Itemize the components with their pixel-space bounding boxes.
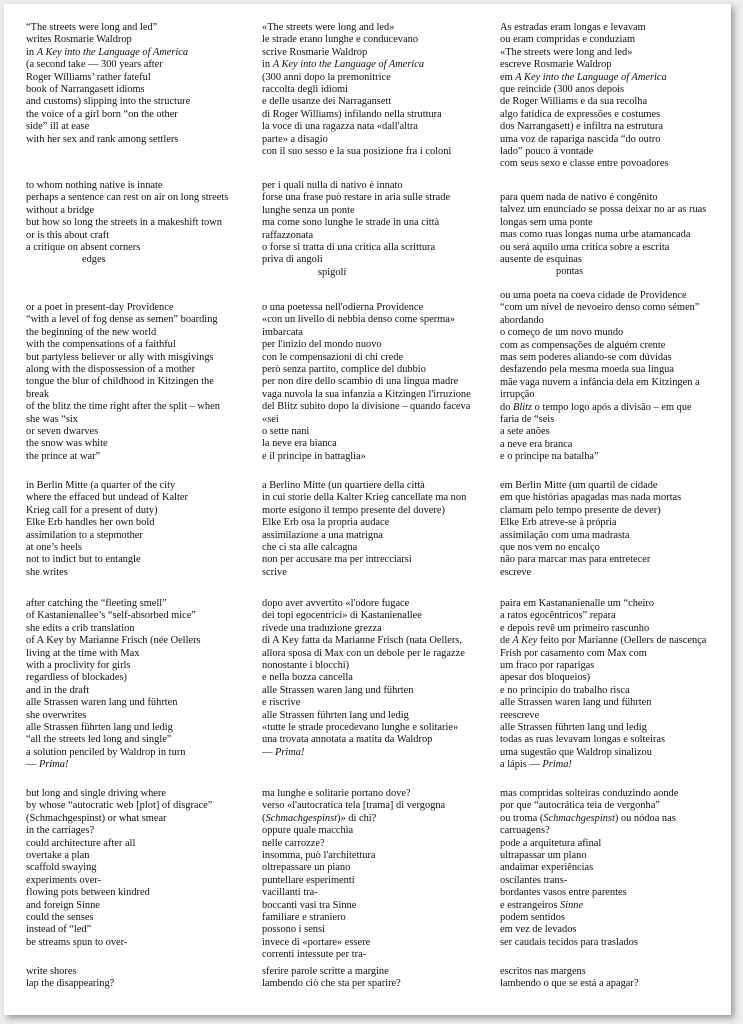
poem-line: “com um nível de nevoeiro denso como sémen” bbox=[500, 302, 700, 314]
poem-line: — Prima! bbox=[26, 759, 69, 771]
poem-line: raccolta degli idiomi bbox=[262, 84, 348, 96]
poem-line: pontas bbox=[556, 266, 584, 278]
poem-line: “all the streets led long and single” bbox=[26, 734, 172, 746]
poem-line: di Roger Williams) infilando nella struttura bbox=[262, 108, 442, 120]
poem-line: la voce di una ragazza nata «dall'altra bbox=[262, 121, 418, 133]
poem-line: she writes bbox=[26, 566, 68, 578]
poem-line: podem sentidos bbox=[500, 912, 565, 924]
poem-line: carruagens? bbox=[500, 825, 550, 837]
poem-line: o começo de um novo mundo bbox=[500, 327, 624, 339]
poem-line: che ci sta alle calcagna bbox=[262, 542, 358, 554]
poem-line: the snow was white bbox=[26, 438, 108, 450]
poem-line: ou troma (Schmachgespinst) ou nódoa nas bbox=[500, 812, 676, 824]
poem-line: do Blitz o tempo logo após a divisão – em que bbox=[500, 401, 692, 413]
poem-line: perhaps a sentence can rest on air on long streets bbox=[26, 192, 229, 204]
stanza bbox=[262, 480, 492, 579]
poem-line: talvez um enunciado se possa deixar no ar as ruas bbox=[500, 204, 707, 216]
poem-line: e delle usanze dei Narragansett bbox=[262, 96, 392, 108]
stanza bbox=[500, 480, 728, 579]
poem-line: after catching the “fleeting smell” bbox=[26, 598, 167, 609]
poem-line: oltrepassare un piano bbox=[262, 862, 351, 874]
poem-line: puntellare esperimenti bbox=[262, 874, 355, 886]
poem-line: escritos nas margens bbox=[500, 966, 586, 977]
poem-line: uma voz de rapariga nascida “do outro bbox=[500, 133, 661, 145]
poem-line: oscilantes trans- bbox=[500, 874, 568, 886]
poem-line: but long and single driving where bbox=[26, 788, 166, 799]
poem-line: «sei bbox=[262, 413, 279, 425]
poem-line: spigoli bbox=[318, 266, 347, 278]
poem-line: regardless of blockades) bbox=[26, 672, 127, 684]
poem-line: As estradas eram longas e levavam bbox=[500, 22, 646, 33]
poem-line: by whose “autocratic web [plot] of disgrace” bbox=[26, 800, 213, 812]
poem-line: alle Strassen waren lang und führten bbox=[26, 697, 178, 709]
poem-line: com seus sexo e classe entre povoadores bbox=[500, 158, 669, 170]
stanza bbox=[262, 598, 492, 759]
poem-line: scrive Rosmarie Waldrop bbox=[262, 46, 368, 58]
poem-line: e nella bozza cancella bbox=[262, 672, 353, 684]
poem-line: Frish por casamento com Max com bbox=[500, 647, 647, 659]
poem-line: dopo aver avvertito «l'odore fugace bbox=[262, 598, 410, 609]
poem-line: (a second take — 300 years after bbox=[26, 59, 163, 71]
poem-line: lambendo o que se está a apagar? bbox=[500, 978, 639, 990]
poem-line: the beginning of the new world bbox=[26, 326, 157, 338]
poem-line: the voice of a girl born “on the other bbox=[26, 108, 178, 120]
poem-line: correnti intessute per tra- bbox=[262, 949, 367, 961]
poem-line: andaimar experiências bbox=[500, 862, 594, 874]
poem-line: or seven dwarves bbox=[26, 426, 99, 438]
poem-line: morte esigono il tempo presente del dovere) bbox=[262, 504, 445, 516]
poem-line: allora sposa di Max con un debole per le ragazze bbox=[262, 647, 465, 659]
poem-line: e o príncipe na batalha” bbox=[500, 451, 599, 463]
poem-line: di A Key fatta da Marianne Frisch (nata Oellers, bbox=[262, 635, 462, 647]
poem-line: e il principe in battaglia» bbox=[262, 450, 366, 462]
poem-line: flowing pots between kindred bbox=[26, 887, 150, 899]
poem-line: «The streets were long and led» bbox=[262, 22, 395, 33]
poem-line: writes Rosmarie Waldrop bbox=[26, 34, 132, 46]
poem-line: Elke Erb atreve-se à própria bbox=[500, 517, 617, 529]
poem-line: em A Key into the Language of America bbox=[500, 71, 667, 83]
poem-line: alle Strassen führten lang und ledig bbox=[262, 709, 409, 721]
poem-line: to whom nothing native is innate bbox=[26, 180, 163, 191]
poem-line: break bbox=[26, 388, 50, 400]
poem-line: the prince at war” bbox=[26, 450, 101, 462]
poem-line: abordando bbox=[500, 314, 544, 326]
poem-line: todas as ruas levavam longas e solteiras bbox=[500, 734, 666, 746]
poem-line: a neve era branca bbox=[500, 438, 573, 450]
poem-line: she edits a crib translation bbox=[26, 622, 135, 634]
poem-line: alle Strassen waren lang und führten bbox=[500, 697, 652, 709]
stanza bbox=[500, 598, 728, 772]
poem-line: de Roger Williams e da sua recolha bbox=[500, 96, 648, 108]
poem-line: e riscrive bbox=[262, 697, 301, 709]
poem-line: but how so long the streets in a makeshift town bbox=[26, 217, 222, 229]
poem-line: in A Key into the Language of America bbox=[262, 59, 425, 71]
poem-line: with the compensations of a faithful bbox=[26, 339, 176, 351]
poem-line: parte» a disagio bbox=[262, 133, 328, 145]
poem-line: scrive bbox=[262, 566, 287, 578]
poem-line: alle Strassen führten lang und ledig bbox=[500, 722, 647, 734]
poem-line: mas sem poderes aliando-se com dúvidas bbox=[500, 352, 672, 364]
poem-line: ausente de esquinas bbox=[500, 254, 582, 266]
poem-line: with her sex and rank among settlers bbox=[26, 133, 179, 145]
stanza bbox=[500, 290, 728, 464]
poem-line: sferire parole scritte a margine bbox=[262, 966, 389, 977]
poem-line: per i quali nulla di nativo è innato bbox=[262, 180, 403, 191]
poem-line: oppure quale macchia bbox=[262, 825, 354, 837]
poem-line: possono i sensi bbox=[262, 924, 325, 936]
poem-line: escreve bbox=[500, 566, 532, 578]
stanza bbox=[262, 180, 492, 279]
poem-line: mãe vaga nuvem a infância dela em Kitzingen a bbox=[500, 376, 700, 388]
document-page bbox=[4, 4, 731, 1015]
poem-line: una trovata annotata a matita da Waldrop bbox=[262, 734, 433, 746]
poem-line: of Kastanienallee’s “self-absorbed mice” bbox=[26, 610, 196, 622]
poem-line: along with the dispossession of a mother bbox=[26, 364, 196, 376]
stanza bbox=[26, 480, 254, 579]
poem-line: non per accusare ma per intrecciarsi bbox=[262, 554, 412, 566]
poem-line: para quem nada de nativo é congênito bbox=[500, 192, 658, 203]
poem-line: a ratos egocêntricos” repara bbox=[500, 610, 616, 622]
poem-line: at one’s heels bbox=[26, 542, 82, 554]
poem-line: in the carriages? bbox=[26, 825, 95, 837]
poem-line: tongue the blur of childhood in Kitzingen the bbox=[26, 376, 214, 388]
poem-line: and customs) slipping into the structure bbox=[26, 96, 191, 108]
stanza bbox=[500, 22, 728, 171]
poem-line: (300 anni dopo la premonitrice bbox=[262, 71, 391, 83]
poem-line: vacillanti tra- bbox=[262, 887, 318, 899]
poem-line: living at the time with Max bbox=[26, 647, 140, 659]
poem-line: que reincide (300 anos depois bbox=[500, 84, 625, 96]
poem-line: que nos vem no encalço bbox=[500, 542, 600, 554]
poem-line: invece di «portare» essere bbox=[262, 936, 371, 948]
stanza bbox=[26, 598, 254, 772]
poem-line: assimilation to a stepmother bbox=[26, 529, 143, 541]
poem-line: forse una frase può restare in aria sulle strade bbox=[262, 192, 451, 204]
poem-line: algo fatídica de expressões e costumes bbox=[500, 108, 661, 120]
poem-line: e no princípio do trabalho risca bbox=[500, 684, 630, 696]
poem-line: ma come sono lunghe le strade in una città bbox=[262, 217, 440, 229]
poem-line: of A Key by Marianne Frisch (née Oellers bbox=[26, 635, 201, 647]
poem-line: e depois revê um primeiro rascunho bbox=[500, 622, 650, 634]
stanza bbox=[262, 302, 492, 463]
poem-line: lado” pouco à vontade bbox=[500, 146, 594, 158]
stanza bbox=[500, 192, 728, 279]
stanza bbox=[262, 22, 492, 158]
poem-line: com as compensações de alguém crente bbox=[500, 339, 666, 351]
poem-line: alle Strassen führten lang und ledig bbox=[26, 722, 173, 734]
poem-line: a sete anões bbox=[500, 426, 550, 438]
stanza bbox=[262, 788, 492, 962]
poem-line: faria de “seis bbox=[500, 414, 555, 426]
poem-line: «The streets were long and led» bbox=[500, 46, 633, 58]
poem-line: ser caudais tecidos para traslados bbox=[500, 936, 638, 948]
poem-line: Roger Williams’ rather fateful bbox=[26, 71, 151, 83]
poem-line: a Berlino Mitte (un quartiere della città bbox=[262, 480, 425, 491]
poem-line: però senza partito, complice del dubbio bbox=[262, 364, 426, 376]
poem-line: nelle carrozze? bbox=[262, 837, 325, 849]
stanza bbox=[500, 966, 728, 991]
poem-line: de A Key feito por Marianne (Oellers de nascença bbox=[500, 635, 707, 647]
poem-line: verso «l'autocratica tela [trama] di vergogna bbox=[262, 800, 446, 812]
poem-line: del Blitz subito dopo la divisione – quando faceva bbox=[262, 401, 471, 413]
poem-line: pode a arquitetura afinal bbox=[500, 837, 602, 849]
stanza bbox=[26, 22, 254, 146]
poem-line: or a poet in present-day Providence bbox=[26, 302, 174, 313]
poem-line: — Prima! bbox=[262, 746, 305, 758]
poem-line: dos Narrangasett) e infiltra na estrutura bbox=[500, 121, 664, 133]
poem-line: «con un livello di nebbia denso come sperma» bbox=[262, 314, 456, 326]
poem-line: book of Narrangasett idioms bbox=[26, 84, 145, 96]
poem-line: in Berlin Mitte (a quarter of the city bbox=[26, 480, 176, 491]
poem-line: could the senses bbox=[26, 912, 94, 924]
poem-line: apesar dos bloqueios) bbox=[500, 672, 591, 684]
poem-line: la neve era bianca bbox=[262, 438, 337, 450]
poem-line: rivede una traduzione grezza bbox=[262, 622, 382, 634]
poem-line: le strade erano lunghe e conducevano bbox=[262, 34, 419, 46]
poem-line: alle Strassen waren lang und führten bbox=[262, 684, 414, 696]
poem-line: um fraco por raparigas bbox=[500, 660, 595, 672]
poem-line: imbarcata bbox=[262, 326, 303, 338]
poem-line: (Schmachgespinst)» di chi? bbox=[262, 812, 377, 824]
stanza bbox=[262, 966, 492, 991]
stanza bbox=[26, 788, 254, 949]
poem-line: bordantes vasos entre parentes bbox=[500, 887, 627, 899]
poem-line: familiare e straniero bbox=[262, 912, 346, 924]
stanza bbox=[26, 966, 254, 991]
poem-line: e estrangeiros Sinne bbox=[500, 899, 584, 911]
poem-line: and in the draft bbox=[26, 684, 90, 696]
poem-line: (Schmachgespinst) or what smear bbox=[26, 812, 167, 824]
poem-line: scaffold swaying bbox=[26, 862, 97, 874]
poem-line: em vez de levados bbox=[500, 924, 577, 936]
stanza bbox=[500, 788, 728, 949]
poem-line: without a bridge bbox=[26, 204, 95, 216]
poem-line: paira em Kastananienalle um “cheiro bbox=[500, 598, 655, 609]
poem-line: overtake a plan bbox=[26, 850, 90, 862]
poem-line: “The streets were long and led” bbox=[26, 22, 158, 33]
poem-line: vaga nuvola la sua infanzia a Kitzingen l'irruzione bbox=[262, 388, 471, 400]
poem-line: but partyless believer or ally with misgivings bbox=[26, 351, 214, 363]
poem-line: mas como ruas longas numa urbe atamancada bbox=[500, 229, 691, 241]
poem-line: Elke Erb handles her own bold bbox=[26, 517, 155, 529]
poem-line: where the effaced but undead of Kalter bbox=[26, 492, 188, 504]
poem-line: “with a level of fog dense as semen” boarding bbox=[26, 314, 218, 326]
poem-line: in A Key into the Language of America bbox=[26, 46, 189, 58]
poem-line: and foreign Sinne bbox=[26, 899, 100, 911]
poem-line: experiments over- bbox=[26, 874, 102, 886]
poem-line: lambendo ciò che sta per sparire? bbox=[262, 978, 401, 990]
poem-line: em Berlin Mitte (um quartil de cidade bbox=[500, 480, 658, 491]
poem-line: she overwrites bbox=[26, 709, 87, 721]
poem-line: lunghe senza un ponte bbox=[262, 204, 355, 216]
poem-line: could architecture after all bbox=[26, 837, 136, 849]
poem-line: reescreve bbox=[500, 709, 540, 721]
poem-line: ou eram compridas e conduziam bbox=[500, 34, 636, 46]
stanza bbox=[26, 180, 254, 267]
poem-line: a critique on absent corners bbox=[26, 242, 141, 254]
poem-line: em que histórias apagadas mas nada mortas bbox=[500, 492, 682, 504]
poem-line: per non dire dello scambio di una lingua madre bbox=[262, 376, 459, 388]
poem-line: Krieg call for a present of duty) bbox=[26, 504, 158, 516]
poem-line: with a proclivity for girls bbox=[26, 660, 131, 672]
poem-line: ou será aquilo uma crítica sobre a escrita bbox=[500, 241, 670, 253]
poem-line: o una poetessa nell'odierna Providence bbox=[262, 302, 424, 313]
poem-line: con il suo sesso e la sua posizione fra i coloni bbox=[262, 146, 452, 158]
poem-line: edges bbox=[82, 254, 106, 266]
poem-line: priva di angoli bbox=[262, 254, 323, 266]
poem-line: write shores bbox=[26, 966, 77, 977]
poem-line: mas compridas solteiras conduzindo aonde bbox=[500, 788, 679, 799]
poem-line: insomma, può l'architettura bbox=[262, 850, 376, 862]
poem-line: ultrapassar um plano bbox=[500, 850, 587, 862]
poem-line: ou uma poeta na coeva cidade de Providence bbox=[500, 290, 687, 301]
poem-line: boccanti vasi tra Sinne bbox=[262, 899, 357, 911]
poem-line: she was “six bbox=[26, 413, 78, 425]
poem-line: lap the disappearing? bbox=[26, 978, 115, 990]
poem-line: por que “autocrática teia de vergonha” bbox=[500, 800, 660, 812]
poem-line: side” ill at ease bbox=[26, 121, 90, 133]
poem-line: per l'inizio del mondo nuovo bbox=[262, 339, 382, 351]
poem-line: be streams spun to over- bbox=[26, 936, 128, 948]
poem-line: nonostante i blocchi) bbox=[262, 660, 350, 672]
poem-line: desfazendo pela mesma moeda sua língua bbox=[500, 364, 674, 376]
stanza bbox=[26, 302, 254, 463]
poem-line: dei topi egocentrici» di Kastanienallee bbox=[262, 610, 422, 622]
poem-line: «tutte le strade procedevano lunghe e solitarie» bbox=[262, 722, 459, 734]
poem-line: não para marcar mas para entretecer bbox=[500, 554, 651, 566]
poem-line: Elke Erb osa la propria audace bbox=[262, 517, 390, 529]
poem-line: longas sem uma ponte bbox=[500, 216, 593, 228]
poem-line: o sette nani bbox=[262, 426, 310, 438]
poem-line: o forse si tratta di una critica alla scrittura bbox=[262, 242, 436, 254]
poem-line: of the blitz the time right after the split – when bbox=[26, 401, 220, 413]
poem-line: a solution penciled by Waldrop in turn bbox=[26, 746, 186, 758]
poem-line: instead of “led” bbox=[26, 924, 92, 936]
poem-line: or is this about craft bbox=[26, 229, 110, 241]
poem-line: in cui storie della Kalter Krieg cancellate ma non bbox=[262, 492, 467, 504]
poem-line: a lápis — Prima! bbox=[500, 759, 572, 771]
poem-line: con le compensazioni di chi crede bbox=[262, 351, 404, 363]
poem-line: assimilação com uma madrasta bbox=[500, 529, 630, 541]
poem-line: ma lunghe e solitarie portano dove? bbox=[262, 788, 411, 799]
poem-line: escreve Rosmarie Waldrop bbox=[500, 59, 612, 71]
poem-line: irrupção bbox=[500, 389, 535, 401]
poem-line: uma sugestão que Waldrop sinalizou bbox=[500, 746, 652, 758]
poem-line: raffazzonata bbox=[262, 229, 314, 241]
poem-line: assimilazione a una matrigna bbox=[262, 529, 383, 541]
poem-line: not to indict but to entangle bbox=[26, 554, 141, 566]
poem-line: clamam pelo tempo presente de dever) bbox=[500, 504, 661, 516]
